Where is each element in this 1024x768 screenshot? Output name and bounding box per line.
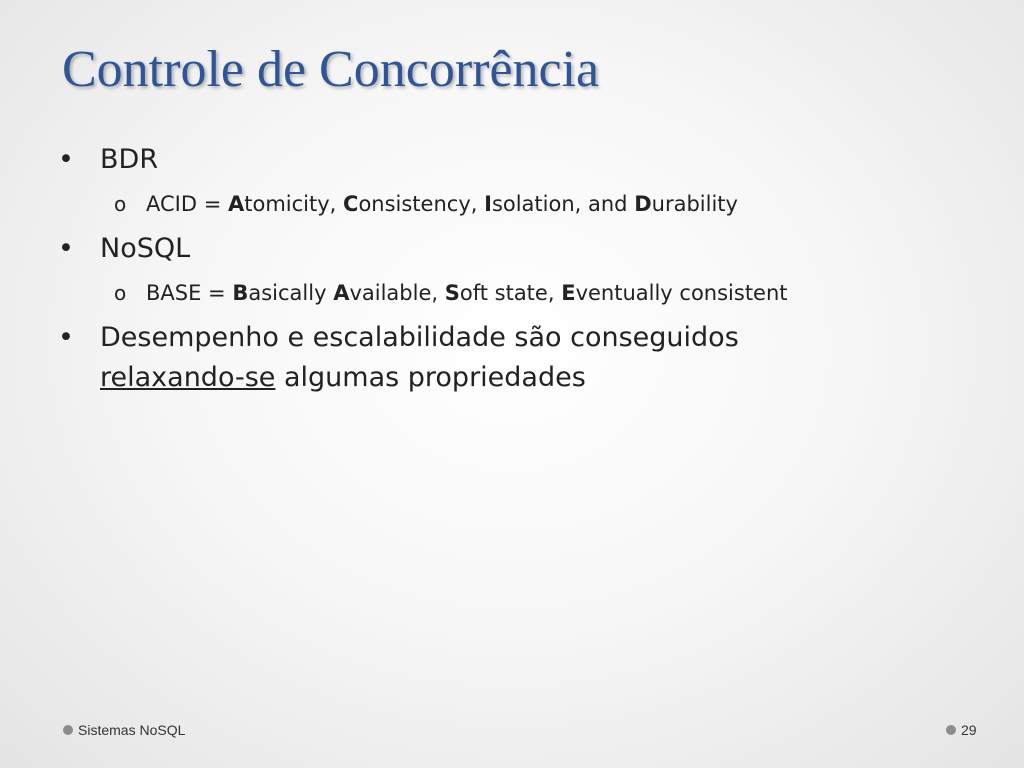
acronym-word: tomicity,	[244, 192, 344, 216]
bullet-bdr	[58, 140, 958, 180]
sub-bullet-base	[58, 276, 958, 310]
bullet-dot-icon: •	[58, 233, 74, 264]
acronym-initial: B	[232, 281, 249, 305]
acronym-word: onsistency,	[358, 192, 485, 216]
acronym-initial: E	[561, 281, 576, 305]
acronym-initial: I	[484, 192, 492, 216]
acronym-initial: D	[634, 192, 652, 216]
bullet-text-line2: algumas propriedades	[275, 362, 586, 393]
bullet-text: NoSQL	[100, 233, 191, 264]
bullet-desempenho	[58, 318, 958, 398]
footer-label-text: Sistemas NoSQL	[78, 722, 186, 738]
sub-bullet-acid	[58, 187, 958, 221]
footer-dot-icon	[63, 725, 73, 735]
acronym-word: ventually consistent	[575, 281, 788, 305]
page-number-text: 29	[961, 722, 977, 738]
acronym-word: urability	[651, 192, 738, 216]
sub-bullet-prefix: ACID =	[146, 192, 228, 216]
acronym-initial: A	[333, 281, 350, 305]
page-number	[946, 722, 977, 738]
acronym-initial: C	[343, 192, 359, 216]
slide-title: Controle de Concorrência	[62, 41, 600, 98]
sub-bullet-prefix: BASE =	[146, 281, 233, 305]
bullet-text: BDR	[100, 144, 159, 175]
acronym-word: asically	[248, 281, 334, 305]
acronym-word: oft state,	[459, 281, 562, 305]
acronym-initial: A	[227, 192, 245, 216]
acronym-initial: S	[444, 281, 460, 305]
acronym-word: vailable,	[349, 281, 445, 305]
footer-label	[63, 722, 185, 738]
slide-content	[58, 140, 958, 398]
sub-bullet-circle-icon: o	[114, 281, 127, 305]
underlined-term: relaxando-se	[100, 362, 276, 393]
bullet-dot-icon: •	[58, 144, 74, 175]
acronym-word: solation, and	[491, 192, 635, 216]
bullet-nosql	[58, 229, 958, 269]
bullet-text-line1: Desempenho e escalabilidade são conseguidos	[100, 322, 739, 353]
page-dot-icon	[946, 725, 956, 735]
bullet-dot-icon: •	[58, 322, 74, 353]
sub-bullet-circle-icon: o	[114, 192, 127, 216]
